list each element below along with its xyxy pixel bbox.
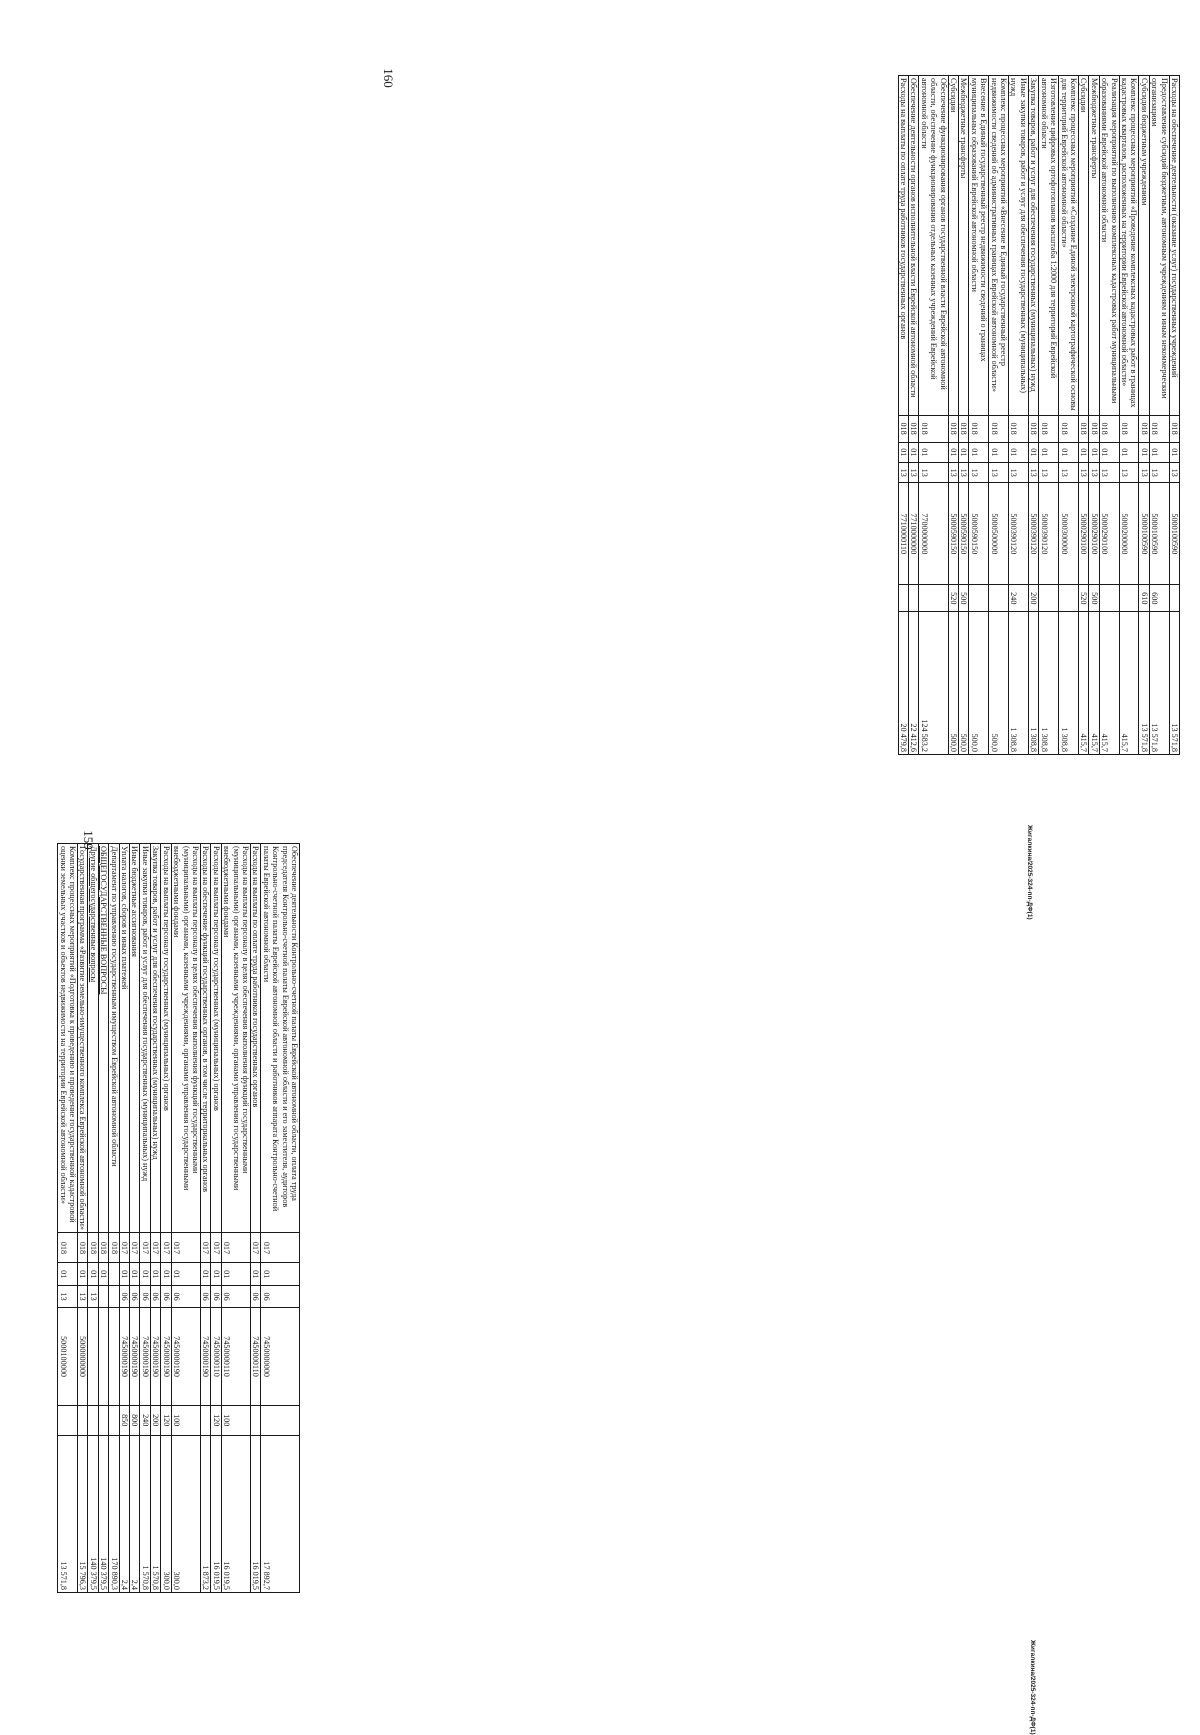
target-article-cell: 7450000190: [171, 1308, 200, 1405]
row-name-cell: Комплекс процессных мероприятий «Подготовка к проведению и проведение государственной кадастровой оценки земельных участков и объектов недвижимости на территории Еврейской автономной области»: [58, 844, 78, 1233]
ministry-code-cell: 018: [1139, 415, 1149, 442]
amount-cell: 13 571,8: [1149, 612, 1169, 755]
amount-cell: 15 796,3: [78, 1435, 88, 1592]
target-article-cell: 5000100590: [1149, 483, 1169, 585]
subsection-code-cell: 13: [1089, 463, 1099, 483]
section-code-cell: 01: [1089, 442, 1099, 462]
table-row: [989, 76, 1009, 755]
section-code-cell: 01: [130, 1263, 140, 1285]
table-row: [1149, 76, 1169, 755]
expense-type-cell: [898, 585, 908, 612]
table-row: [1119, 76, 1139, 755]
row-name-cell: Обеспечение деятельности Контрольно-счетной палаты Еврейской автономной области, оплата труда председателя Контрольно-счетной палаты Еврейской автономной области и его заместителя, аудиторов Контрольно-счетной палаты Еврейской автономной области и работников аппарата Контрольно-счетной палаты Еврейской автономной области: [261, 844, 300, 1233]
amount-cell: 500,0: [969, 612, 989, 755]
expense-type-cell: 120: [211, 1405, 221, 1435]
target-article-cell: 7450000190: [119, 1308, 129, 1405]
amount-cell: 1 873,2: [200, 1435, 210, 1592]
expense-type-cell: 520: [948, 585, 958, 612]
section-code-cell: 01: [959, 442, 969, 462]
subsection-code-cell: 13: [1099, 463, 1119, 483]
expense-type-cell: 500: [959, 585, 969, 612]
table-row: [119, 844, 129, 1593]
target-article-cell: 5000590150: [969, 483, 989, 585]
ministry-code-cell: 018: [1009, 415, 1029, 442]
target-article-cell: [109, 1308, 119, 1405]
expense-type-cell: 200: [1028, 585, 1038, 612]
ministry-code-cell: 018: [898, 415, 908, 442]
section-code-cell: 01: [1039, 442, 1059, 462]
table-row: [1009, 76, 1029, 755]
ministry-code-cell: 018: [1099, 415, 1119, 442]
row-name-cell: Комплекс процессных мероприятий «Внесение в Единый государственный реестр недвижимости сведений об административных границах Еврейской автономной области»: [989, 76, 1009, 416]
row-name-cell: Внесение в Единый государственный реестр недвижимости сведений о границах муниципальных образований Еврейской автономной области: [969, 76, 989, 416]
expense-type-cell: 200: [150, 1405, 160, 1435]
expense-type-cell: [58, 1405, 78, 1435]
section-code-cell: 01: [98, 1263, 108, 1285]
ministry-code-cell: 018: [1169, 415, 1179, 442]
table-row: [211, 844, 221, 1593]
subsection-code-cell: 13: [88, 1285, 98, 1307]
amount-cell: 140 379,5: [98, 1435, 108, 1592]
target-article-cell: [98, 1308, 108, 1405]
table-row: [250, 844, 260, 1593]
subsection-code-cell: 06: [119, 1285, 129, 1307]
amount-cell: 16 019,5: [250, 1435, 260, 1592]
ministry-code-cell: 017: [171, 1233, 200, 1263]
amount-cell: 415,7: [1078, 612, 1088, 755]
page-number-160: 160: [380, 68, 396, 88]
ministry-code-cell: 017: [211, 1233, 221, 1263]
expense-type-cell: [919, 585, 948, 612]
subsection-code-cell: 13: [1028, 463, 1038, 483]
amount-cell: 1 308,8: [1028, 612, 1038, 755]
table-row: [909, 76, 919, 755]
amount-cell: 170 890,3: [109, 1435, 119, 1592]
target-article-cell: 5000100590: [1139, 483, 1149, 585]
budget-table-159: [57, 843, 300, 1593]
table-row: [171, 844, 200, 1593]
document-footer-159: Жигалкина/2025-324-пп-ДФ(1): [1026, 825, 1033, 920]
amount-cell: 500,0: [959, 612, 969, 755]
section-code-cell: 01: [88, 1263, 98, 1285]
subsection-code-cell: 06: [130, 1285, 140, 1307]
expense-type-cell: [109, 1405, 119, 1435]
section-code-cell: 01: [221, 1263, 250, 1285]
amount-cell: 500,0: [948, 612, 958, 755]
table-row: [98, 844, 108, 1593]
section-code-cell: 01: [1028, 442, 1038, 462]
ministry-code-cell: 017: [119, 1233, 129, 1263]
expense-type-cell: 850: [119, 1405, 129, 1435]
row-name-cell: Другие общегосударственные вопросы: [88, 844, 98, 1233]
target-article-cell: 7450000190: [161, 1308, 171, 1405]
target-article-cell: 5000200000: [1119, 483, 1139, 585]
subsection-code-cell: 13: [909, 463, 919, 483]
ministry-code-cell: 018: [919, 415, 948, 442]
section-code-cell: 01: [150, 1263, 160, 1285]
target-article-cell: 7710000110: [898, 483, 908, 585]
section-code-cell: 01: [200, 1263, 210, 1285]
amount-cell: 1 570,8: [150, 1435, 160, 1592]
expense-type-cell: [250, 1405, 260, 1435]
amount-cell: 300,0: [161, 1435, 171, 1592]
subsection-code-cell: 06: [200, 1285, 210, 1307]
ministry-code-cell: 018: [948, 415, 958, 442]
ministry-code-cell: 017: [261, 1233, 300, 1263]
target-article-cell: 7450000110: [250, 1308, 260, 1405]
row-name-cell: Департамент по управлению государственным имуществом Еврейской автономной области: [109, 844, 119, 1233]
subsection-code-cell: 13: [1119, 463, 1139, 483]
row-name-cell: Изготовление цифровых ортофотопланов масштаба 1:2000 для территорий Еврейской автономной области: [1039, 76, 1059, 416]
target-article-cell: [88, 1308, 98, 1405]
target-article-cell: 7450000110: [211, 1308, 221, 1405]
target-article-cell: 7450000190: [200, 1308, 210, 1405]
target-article-cell: 5000590150: [948, 483, 958, 585]
ministry-code-cell: 018: [909, 415, 919, 442]
row-name-cell: Иные бюджетные ассигнования: [130, 844, 140, 1233]
table-row: [1039, 76, 1059, 755]
subsection-code-cell: 13: [959, 463, 969, 483]
target-article-cell: 7450000000: [261, 1308, 300, 1405]
ministry-code-cell: 018: [88, 1233, 98, 1263]
amount-cell: 13 571,8: [1139, 612, 1149, 755]
target-article-cell: 5000390120: [1028, 483, 1038, 585]
amount-cell: 2,4: [130, 1435, 140, 1592]
amount-cell: 140 379,5: [88, 1435, 98, 1592]
table-row: [959, 76, 969, 755]
subsection-code-cell: 06: [161, 1285, 171, 1307]
section-code-cell: 01: [1099, 442, 1119, 462]
expense-type-cell: [1099, 585, 1119, 612]
target-article-cell: 5000000000: [78, 1308, 88, 1405]
section-code-cell: 01: [948, 442, 958, 462]
expense-type-cell: 500: [1089, 585, 1099, 612]
subsection-code-cell: [98, 1285, 108, 1307]
expense-type-cell: [1039, 585, 1059, 612]
ministry-code-cell: 018: [58, 1233, 78, 1263]
row-name-cell: Расходы на выплаты персоналу в целях обеспечения выполнения функций государственными (муниципальными) органами, казенными учреждениями, органами управления государственными внебюджетными фондами: [171, 844, 200, 1233]
target-article-cell: 5000290100: [1078, 483, 1088, 585]
expense-type-cell: 800: [130, 1405, 140, 1435]
expense-type-cell: [98, 1405, 108, 1435]
section-code-cell: 01: [211, 1263, 221, 1285]
subsection-code-cell: 13: [919, 463, 948, 483]
subsection-code-cell: 06: [140, 1285, 150, 1307]
ministry-code-cell: 018: [1028, 415, 1038, 442]
table-row: [78, 844, 88, 1593]
ministry-code-cell: 017: [140, 1233, 150, 1263]
row-name-cell: Предоставление субсидий бюджетным, автономным учреждениям и иным некоммерческим организациям: [1149, 76, 1169, 416]
subsection-code-cell: 13: [58, 1285, 78, 1307]
expense-type-cell: [989, 585, 1009, 612]
row-name-cell: Субсидии: [948, 76, 958, 416]
ministry-code-cell: 017: [161, 1233, 171, 1263]
target-article-cell: 5000590150: [959, 483, 969, 585]
subsection-code-cell: 06: [261, 1285, 300, 1307]
expense-type-cell: [969, 585, 989, 612]
section-code-cell: 01: [898, 442, 908, 462]
subsection-code-cell: 13: [969, 463, 989, 483]
subsection-code-cell: 13: [1009, 463, 1029, 483]
section-code-cell: 01: [1169, 442, 1179, 462]
section-code-cell: 01: [1119, 442, 1139, 462]
expense-type-cell: [1119, 585, 1139, 612]
expense-type-cell: [78, 1405, 88, 1435]
table-row: [58, 844, 78, 1593]
amount-cell: 2,4: [119, 1435, 129, 1592]
section-code-cell: 01: [78, 1263, 88, 1285]
expense-type-cell: 520: [1078, 585, 1088, 612]
table-row: [1169, 76, 1179, 755]
expense-type-cell: [261, 1405, 300, 1435]
row-name-cell: Расходы на выплаты персоналу в целях обеспечения выполнения функций государственными (муниципальными) органами, казенными учреждениями, органами управления государственными внебюджетными фондами: [221, 844, 250, 1233]
budget-table-160: [898, 75, 1180, 755]
subsection-code-cell: 13: [1059, 463, 1079, 483]
amount-cell: 1 308,8: [1059, 612, 1079, 755]
section-code-cell: 01: [1149, 442, 1169, 462]
subsection-code-cell: 06: [221, 1285, 250, 1307]
ministry-code-cell: 018: [109, 1233, 119, 1263]
target-article-cell: 5000300000: [1059, 483, 1079, 585]
section-code-cell: 01: [140, 1263, 150, 1285]
row-name-cell: Расходы на выплаты по оплате труда работников государственных органов: [898, 76, 908, 416]
row-name-cell: Иные закупки товаров, работ и услуг для обеспечения государственных (муниципальных) нужд: [140, 844, 150, 1233]
row-name-cell: Реализация мероприятий по выполнению комплексных кадастровых работ муниципальными образованиями Еврейской автономной области: [1099, 76, 1119, 416]
subsection-code-cell: 13: [1139, 463, 1149, 483]
target-article-cell: 7450000190: [150, 1308, 160, 1405]
ministry-code-cell: 018: [959, 415, 969, 442]
expense-type-cell: [200, 1405, 210, 1435]
ministry-code-cell: 018: [1059, 415, 1079, 442]
table-row: [969, 76, 989, 755]
section-code-cell: 01: [1009, 442, 1029, 462]
table-row: [1139, 76, 1149, 755]
page-number-159: 159: [80, 830, 96, 850]
amount-cell: 300,0: [171, 1435, 200, 1592]
budget-table-160-body: [898, 76, 1179, 755]
ministry-code-cell: 018: [969, 415, 989, 442]
expense-type-cell: 600: [1149, 585, 1169, 612]
ministry-code-cell: 017: [130, 1233, 140, 1263]
subsection-code-cell: 06: [150, 1285, 160, 1307]
ministry-code-cell: 018: [78, 1233, 88, 1263]
budget-page-159: [58, 843, 300, 1593]
target-article-cell: 5000390120: [1009, 483, 1029, 585]
table-row: [1059, 76, 1079, 755]
table-row: [221, 844, 250, 1593]
ministry-code-cell: 018: [1078, 415, 1088, 442]
table-row: [1099, 76, 1119, 755]
section-code-cell: 01: [989, 442, 1009, 462]
section-code-cell: 01: [969, 442, 989, 462]
table-row: [1089, 76, 1099, 755]
section-code-cell: 01: [250, 1263, 260, 1285]
row-name-cell: Уплата налогов, сборов и иных платежей: [119, 844, 129, 1233]
expense-type-cell: [1059, 585, 1079, 612]
table-row: [919, 76, 948, 755]
subsection-code-cell: 13: [1039, 463, 1059, 483]
expense-type-cell: [1169, 585, 1179, 612]
document-footer-160: Жигалкина/2025-324-пп-ДФ(1): [1029, 1640, 1036, 1735]
ministry-code-cell: 017: [150, 1233, 160, 1263]
ministry-code-cell: 017: [200, 1233, 210, 1263]
target-article-cell: 5000100590: [1169, 483, 1179, 585]
row-name-cell: Закупка товаров, работ и услуг для обеспечения государственных (муниципальных) нужд: [150, 844, 160, 1233]
table-row: [161, 844, 171, 1593]
target-article-cell: 5000290100: [1099, 483, 1119, 585]
section-code-cell: 01: [161, 1263, 171, 1285]
amount-cell: 22 412,6: [909, 612, 919, 755]
row-name-cell: Обеспечение функционирования органов государственной власти Еврейской автономной области, обеспечение функционирования отдельных казенных учреждений Еврейской автономной области: [919, 76, 948, 416]
ministry-code-cell: 017: [250, 1233, 260, 1263]
subsection-code-cell: 13: [948, 463, 958, 483]
amount-cell: 124 583,2: [919, 612, 948, 755]
target-article-cell: 7700000000: [919, 483, 948, 585]
section-code-cell: 01: [919, 442, 948, 462]
section-code-cell: [109, 1263, 119, 1285]
row-name-cell: Обеспечение деятельности органов исполнительной власти Еврейской автономной области: [909, 76, 919, 416]
row-name-cell: Расходы на обеспечение деятельности (оказание услуг) государственных учреждений: [1169, 76, 1179, 416]
row-name-cell: Расходы на выплаты по оплате труда работников государственных органов: [250, 844, 260, 1233]
target-article-cell: 5000290100: [1089, 483, 1099, 585]
budget-page-160: [899, 75, 1180, 755]
ministry-code-cell: 018: [1089, 415, 1099, 442]
subsection-code-cell: 06: [171, 1285, 200, 1307]
target-article-cell: 7450000190: [140, 1308, 150, 1405]
table-row: [1078, 76, 1088, 755]
expense-type-cell: 120: [161, 1405, 171, 1435]
amount-cell: 13 571,8: [1169, 612, 1179, 755]
subsection-code-cell: 06: [250, 1285, 260, 1307]
row-name-cell: ОБЩЕГОСУДАРСТВЕННЫЕ ВОПРОСЫ: [98, 844, 108, 1233]
amount-cell: 415,7: [1119, 612, 1139, 755]
row-name-cell: Расходы на выплаты персоналу государственных (муниципальных) органов: [211, 844, 221, 1233]
section-code-cell: 01: [119, 1263, 129, 1285]
ministry-code-cell: 018: [989, 415, 1009, 442]
table-row: [88, 844, 98, 1593]
amount-cell: 1 570,8: [140, 1435, 150, 1592]
subsection-code-cell: 13: [898, 463, 908, 483]
table-row: [200, 844, 210, 1593]
subsection-code-cell: 13: [78, 1285, 88, 1307]
expense-type-cell: 240: [1009, 585, 1029, 612]
subsection-code-cell: 06: [211, 1285, 221, 1307]
ministry-code-cell: 018: [1149, 415, 1169, 442]
section-code-cell: 01: [1059, 442, 1079, 462]
row-name-cell: Межбюджетные трансферты: [1089, 76, 1099, 416]
section-code-cell: 01: [1078, 442, 1088, 462]
table-row: [261, 844, 300, 1593]
target-article-cell: 5000100000: [58, 1308, 78, 1405]
row-name-cell: Расходы на обеспечение функций государственных органов, в том числе территориальных органов: [200, 844, 210, 1233]
amount-cell: 20 479,8: [898, 612, 908, 755]
amount-cell: 1 308,8: [1039, 612, 1059, 755]
ministry-code-cell: 018: [98, 1233, 108, 1263]
ministry-code-cell: 018: [1119, 415, 1139, 442]
section-code-cell: 01: [261, 1263, 300, 1285]
amount-cell: 1 308,8: [1009, 612, 1029, 755]
table-row: [109, 844, 119, 1593]
target-article-cell: 7450000190: [130, 1308, 140, 1405]
row-name-cell: Закупка товаров, работ и услуг для обеспечения государственных (муниципальных) нужд: [1028, 76, 1038, 416]
row-name-cell: Государственная программа «Развитие земельно-имущественного комплекса Еврейской автономной области»: [78, 844, 88, 1233]
row-name-cell: Субсидии: [1078, 76, 1088, 416]
expense-type-cell: 100: [221, 1405, 250, 1435]
table-row: [150, 844, 160, 1593]
ministry-code-cell: 018: [1039, 415, 1059, 442]
section-code-cell: 01: [1139, 442, 1149, 462]
expense-type-cell: [909, 585, 919, 612]
subsection-code-cell: 13: [989, 463, 1009, 483]
target-article-cell: 5000500000: [989, 483, 1009, 585]
amount-cell: 16 019,5: [211, 1435, 221, 1592]
row-name-cell: Расходы на выплаты персоналу государственных (муниципальных) органов: [161, 844, 171, 1233]
target-article-cell: 5000390120: [1039, 483, 1059, 585]
amount-cell: 415,7: [1089, 612, 1099, 755]
section-code-cell: 01: [171, 1263, 200, 1285]
expense-type-cell: 610: [1139, 585, 1149, 612]
table-row: [1028, 76, 1038, 755]
amount-cell: 500,0: [989, 612, 1009, 755]
expense-type-cell: [88, 1405, 98, 1435]
expense-type-cell: 100: [171, 1405, 200, 1435]
amount-cell: 13 571,8: [58, 1435, 78, 1592]
amount-cell: 415,7: [1099, 612, 1119, 755]
table-row: [140, 844, 150, 1593]
table-row: [130, 844, 140, 1593]
row-name-cell: Иные закупки товаров, работ и услуг для обеспечения государственных (муниципальных) нужд: [1009, 76, 1029, 416]
amount-cell: 16 019,5: [221, 1435, 250, 1592]
amount-cell: 17 892,7: [261, 1435, 300, 1592]
row-name-cell: Субсидии бюджетным учреждениям: [1139, 76, 1149, 416]
expense-type-cell: 240: [140, 1405, 150, 1435]
budget-table-159-body: [58, 844, 300, 1593]
subsection-code-cell: 13: [1149, 463, 1169, 483]
row-name-cell: Комплекс процессных мероприятий «Создание Единой электронной картографической основы для территорий Еврейской автономной области»: [1059, 76, 1079, 416]
target-article-cell: 7450000110: [221, 1308, 250, 1405]
row-name-cell: Межбюджетные трансферты: [959, 76, 969, 416]
subsection-code-cell: 13: [1169, 463, 1179, 483]
ministry-code-cell: 017: [221, 1233, 250, 1263]
section-code-cell: 01: [58, 1263, 78, 1285]
row-name-cell: Комплекс процессных мероприятий «Проведение комплексных кадастровых работ в границах кадастровых кварталов, расположенных на территории Еврейской автономной области»: [1119, 76, 1139, 416]
target-article-cell: 7710000000: [909, 483, 919, 585]
section-code-cell: 01: [909, 442, 919, 462]
table-row: [948, 76, 958, 755]
subsection-code-cell: [109, 1285, 119, 1307]
table-row: [898, 76, 908, 755]
subsection-code-cell: 13: [1078, 463, 1088, 483]
